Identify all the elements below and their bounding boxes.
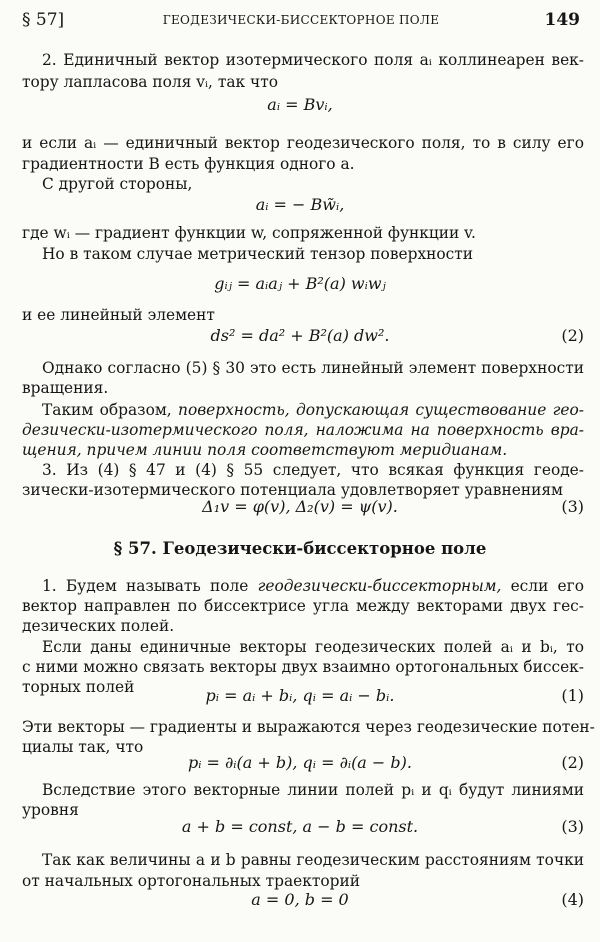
formula: a + b = const, a − b = const.: [181, 817, 419, 836]
formula: gᵢⱼ = aᵢaⱼ + B²(a) wᵢwⱼ: [214, 274, 386, 293]
text-line: Эти векторы — градиенты и выражаются через геодезические потен-: [22, 718, 595, 736]
formula: pᵢ = aᵢ + bᵢ, qᵢ = aᵢ − bᵢ.: [205, 686, 395, 705]
text-line: где wᵢ — градиент функции w, сопряженной функции v.: [22, 224, 476, 242]
text-line: [42, 400, 584, 420]
text-line: Вследствие этого векторные линии полей pᵢ и qᵢ будут линиями: [42, 781, 584, 799]
text-line: и ее линейный элемент: [22, 306, 215, 324]
formula: ds² = da² + B²(a) dw².: [210, 326, 390, 345]
equation-number: (3): [561, 497, 584, 516]
text-span: 1. Будем называть поле: [42, 577, 249, 595]
formula: Δ₁v = φ(v), Δ₂(v) = ψ(v).: [202, 497, 398, 516]
text-line: 2. Единичный вектор изотермического поля aᵢ коллинеарен век-: [42, 51, 584, 69]
section-title: § 57. Геодезически-биссекторное поле: [113, 539, 487, 558]
equation-number: (4): [561, 890, 584, 909]
text-line: от начальных ортогональных траекторий: [22, 872, 361, 890]
text-line: вращения.: [22, 379, 109, 397]
text-span: если его: [510, 577, 584, 595]
page-header: [22, 10, 580, 36]
text-line: щения, причем линии поля соответствуют меридианам.: [22, 441, 508, 459]
text-line: Однако согласно (5) § 30 это есть линейный элемент поверхности: [42, 359, 584, 377]
text-line: Так как величины a и b равны геодезическим расстояниям точки: [42, 851, 584, 869]
page-number: 149: [544, 10, 580, 30]
text-line: С другой стороны,: [42, 175, 193, 193]
text-line: вектор направлен по биссектрисе угла между векторами двух гес-: [22, 597, 584, 615]
equation-number: (2): [561, 326, 584, 345]
formula: pᵢ = ∂ᵢ(a + b), qᵢ = ∂ᵢ(a − b).: [187, 753, 412, 772]
text-line: 3. Из (4) § 47 и (4) § 55 следует, что всякая функция геоде-: [42, 461, 584, 479]
italic-span: геодезически-биссекторным,: [257, 577, 502, 595]
text-line: уровня: [22, 801, 79, 819]
header-section-ref: § 57]: [22, 10, 65, 30]
equation-number: (1): [561, 686, 584, 705]
text-line: циалы так, что: [22, 738, 144, 756]
text-line: дезических полей.: [22, 617, 175, 635]
running-title: ГЕОДЕЗИЧЕСКИ-БИССЕКТОРНОЕ ПОЛЕ: [162, 13, 440, 27]
formula: a = 0, b = 0: [251, 890, 349, 909]
equation-number: (2): [561, 753, 584, 772]
formula: aᵢ = Bvᵢ,: [267, 95, 333, 114]
formula: aᵢ = − Bw̃ᵢ,: [255, 195, 345, 214]
text-line: Если даны единичные векторы геодезических полей aᵢ и bᵢ, то: [42, 638, 584, 656]
text-line: зически-изотермического потенциала удовлетворяет уравнениям: [22, 481, 564, 499]
text-line: торных полей: [22, 678, 135, 696]
text-line: тору лапласова поля vᵢ, так что: [22, 73, 278, 91]
text-span: Таким образом,: [42, 401, 172, 419]
text-line: с ними можно связать векторы двух взаимно ортогональных биссек-: [22, 658, 584, 676]
text-line: [42, 576, 584, 596]
text-line: дезически-изотермического поля, наложима на поверхность вра-: [22, 421, 584, 439]
equation-number: (3): [561, 817, 584, 836]
text-line: и если aᵢ — единичный вектор геодезического поля, то в силу его: [22, 134, 584, 152]
text-line: Но в таком случае метрический тензор поверхности: [42, 245, 474, 263]
italic-span: поверхность, допускающая существование гео-: [178, 401, 584, 419]
text-line: градиентности B есть функция одного a.: [22, 155, 355, 173]
